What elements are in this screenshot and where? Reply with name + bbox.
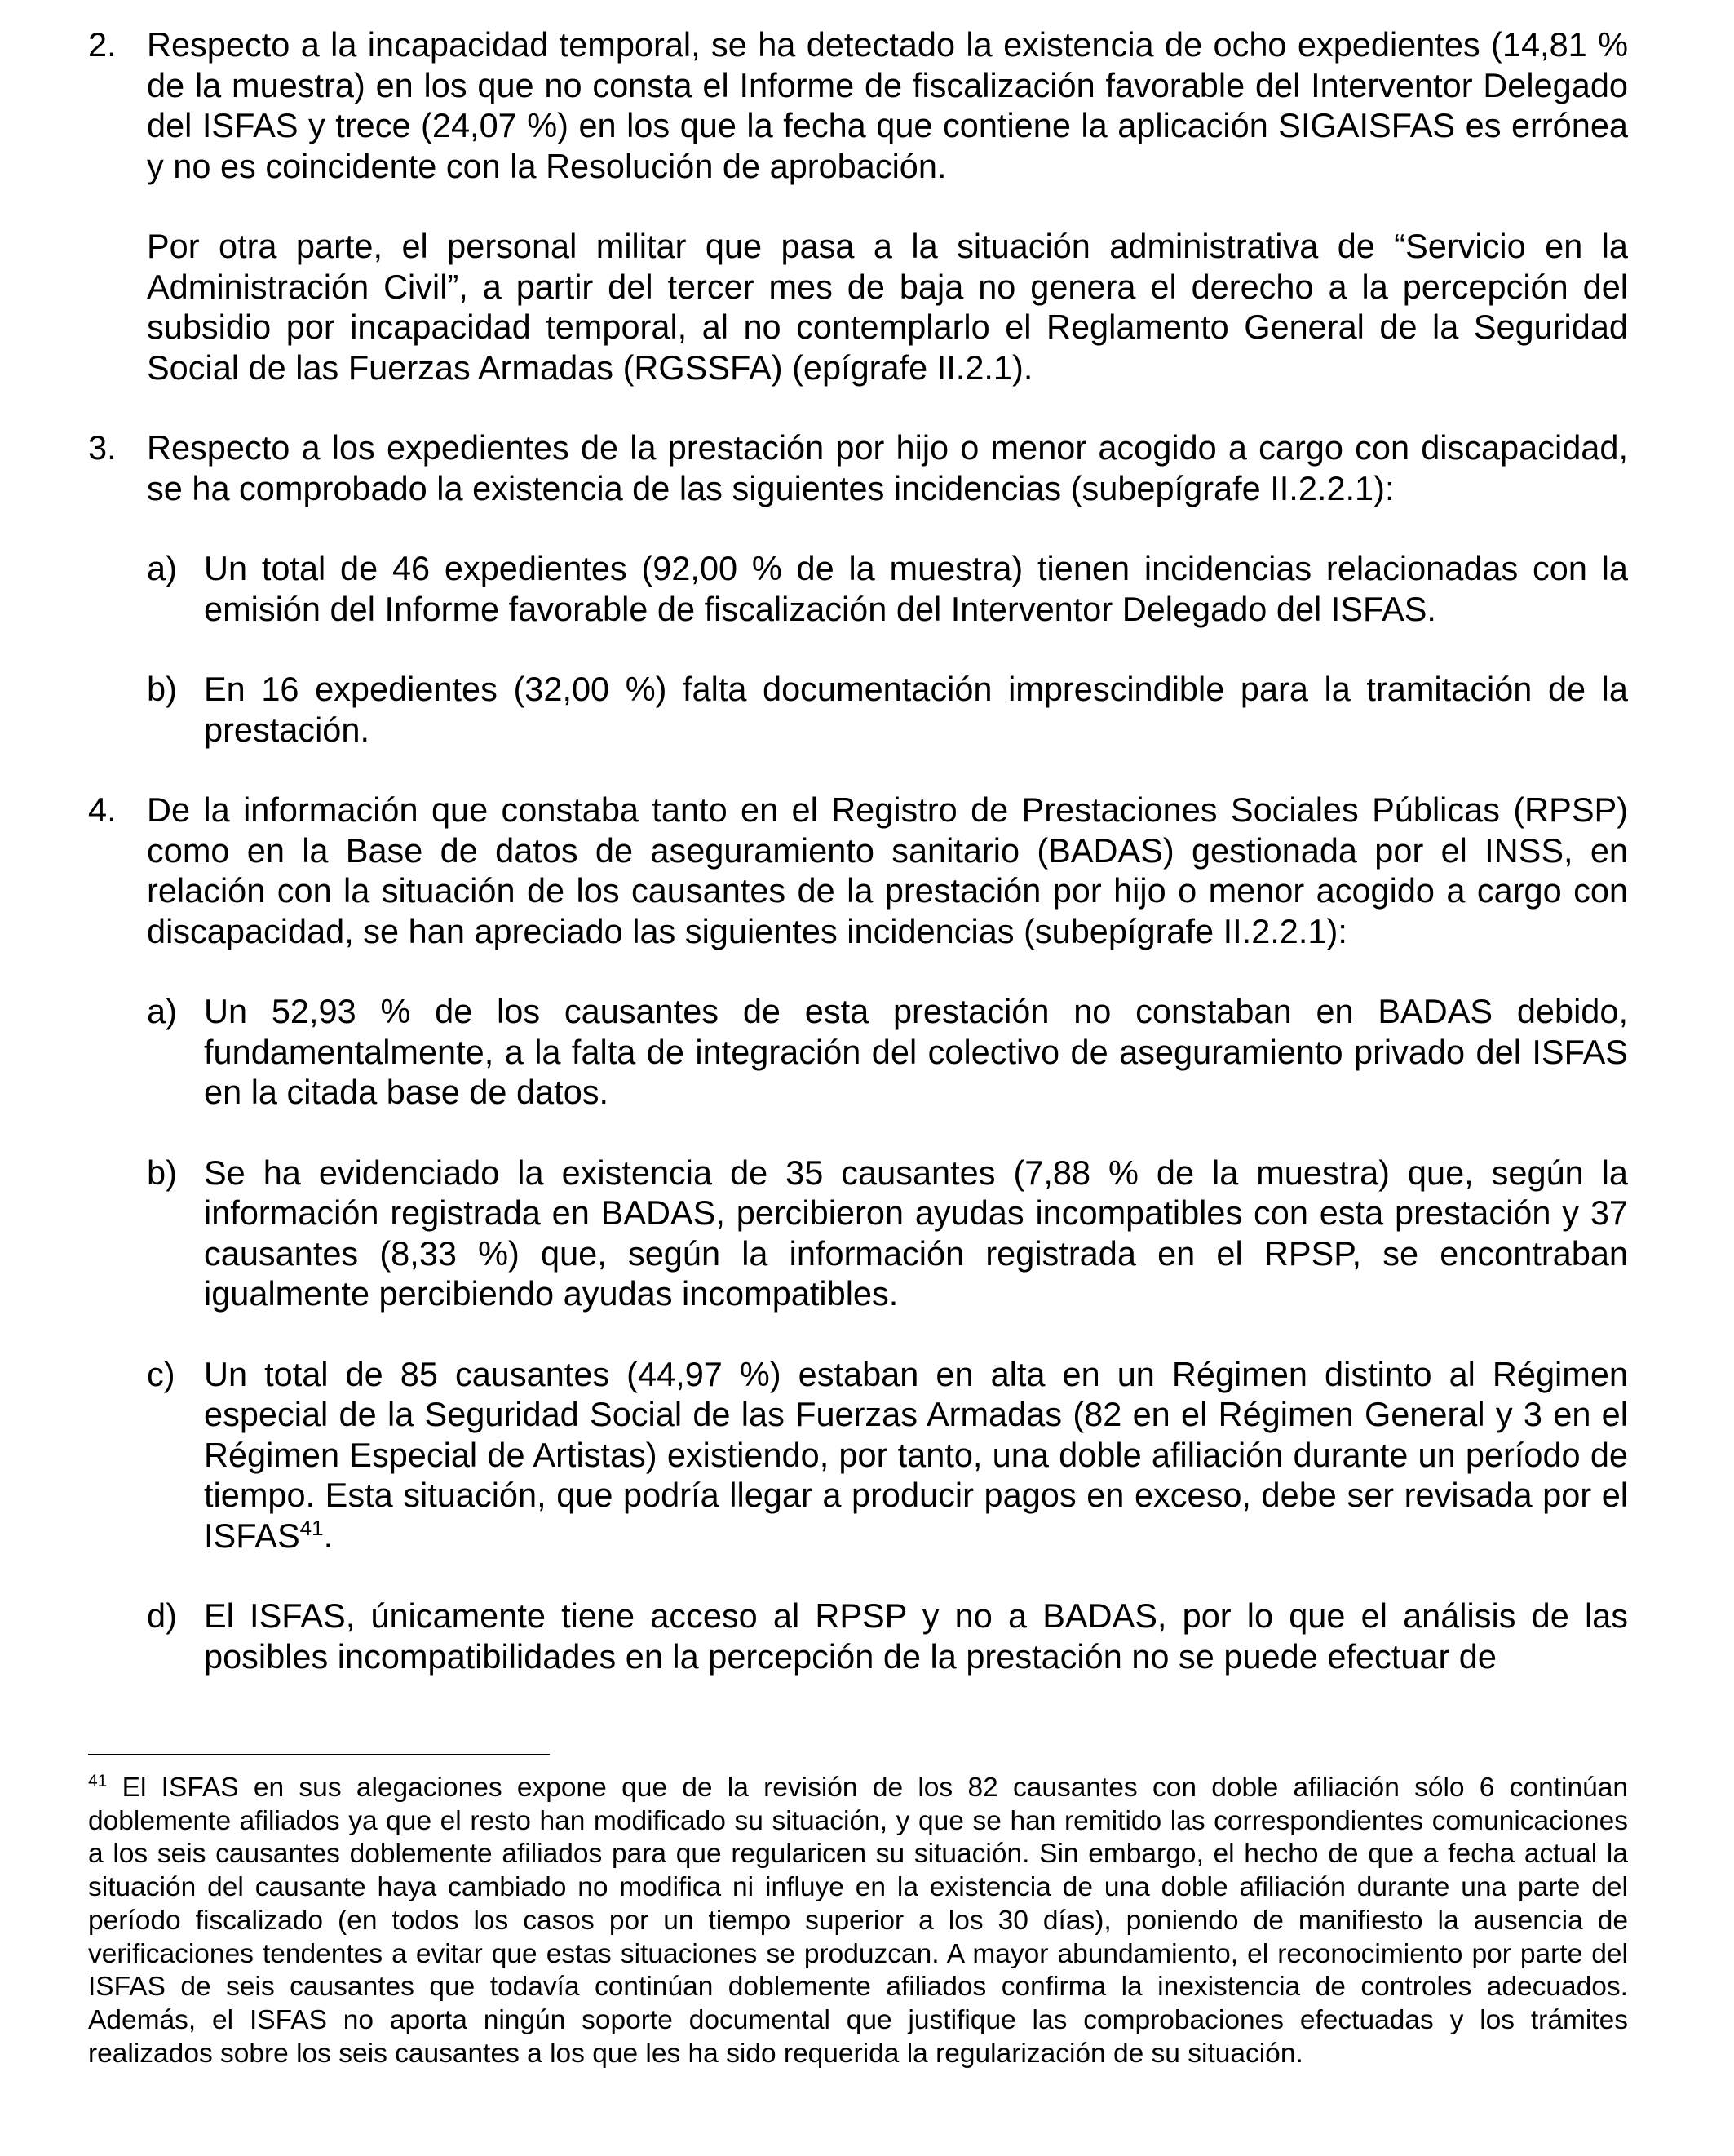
sub-item-b [147, 669, 1628, 750]
list-item-3 [88, 427, 1628, 750]
sub-item-letter: c) [147, 1354, 175, 1393]
sub-item-d [147, 1596, 1628, 1676]
sub-item-text-main: Un total de 85 causantes (44,97 %) estaban en alta en un Régimen distinto al Régimen especial de la Seguridad Social de las Fuerzas Armadas (82 en el Régimen General y 3 en el Régimen Especial de Artistas) existiendo, por tanto, una doble afiliación durante un período de tiempo. Esta situación, que podría llegar a producir pagos en exceso, debe ser revisada por el ISFAS [204, 1354, 1628, 1555]
sub-item-text [204, 1354, 1628, 1556]
paragraph: Respecto a los expedientes de la prestación por hijo o menor acogido a cargo con discapacidad, se ha comprobado la existencia de las siguientes incidencias (subepígrafe II.2.2.1): [147, 428, 1628, 507]
sub-item-a [147, 548, 1628, 629]
footnote-mark: 41 [88, 1771, 108, 1791]
sub-item-text: El ISFAS, únicamente tiene acceso al RPSP y no a BADAS, por lo que el análisis de las posibles incompatibilidades en la percepción de la prestación no se puede efectuar de [204, 1596, 1628, 1676]
sub-item-text: Un total de 46 expedientes (92,00 % de la muestra) tienen incidencias relacionadas con la emisión del Informe favorable de fiscalización del Interventor Delegado del ISFAS. [204, 549, 1628, 628]
item-number: 3. [88, 428, 117, 467]
footnote-text: El ISFAS en sus alegaciones expone que de la revisión de los 82 causantes con doble afiliación sólo 6 continúan doblemente afiliados ya que el resto han modificado su situación, y que se han remitido las correspondientes comunicaciones a los seis causantes doblemente afiliados para que regularicen su situación. Sin embargo, el hecho de que a fecha actual la situación del causante haya cambiado no modifica ni influye en la existencia de una doble afiliación durante una parte del período fiscalizado (en todos los casos por un tiempo superior a los 30 días), poniendo de manifiesto la ausencia de verificaciones tendentes a evitar que estas situaciones se produzcan. A mayor abundamiento, el reconocimiento por parte del ISFAS de seis causantes que todavía continúan doblemente afiliados confirma la inexistencia de controles adecuados. Además, el ISFAS no aporta ningún soporte documental que justifique las comprobaciones efectuadas y los trámites realizados sobre los seis causantes a los que les ha sido requerida la regularización de su situación. [88, 1773, 1628, 2069]
list-item-4 [88, 790, 1628, 1676]
main-text [88, 24, 1628, 1676]
item-number: 4. [88, 790, 117, 829]
sub-item-text: Un 52,93 % de los causantes de esta prestación no constaban en BADAS debido, fundamentalmente, a la falta de integración del colectivo de aseguramiento privado del ISFAS en la citada base de datos. [204, 992, 1628, 1111]
sub-item-letter: a) [147, 549, 177, 587]
list-item-2 [88, 24, 1628, 387]
footnote-separator [88, 1754, 550, 1755]
sub-item-a [147, 991, 1628, 1113]
paragraph: De la información que constaba tanto en el Registro de Prestaciones Sociales Públicas (RPSP) como en la Base de datos de aseguramiento sanitario (BADAS) gestionada por el INSS, en relación con la situación de los causantes de la prestación por hijo o menor acogido a cargo con discapacidad, se han apreciado las siguientes incidencias (subepígrafe II.2.2.1): [147, 790, 1628, 950]
sub-item-text: Se ha evidenciado la existencia de 35 causantes (7,88 % de la muestra) que, según la información registrada en BADAS, percibieron ayudas incompatibles con esta prestación y 37 causantes (8,33 %) que, según la información registrada en el RPSP, se encontraban igualmente percibiendo ayudas incompatibles. [204, 1153, 1628, 1313]
sub-item-text-end: . [323, 1516, 334, 1555]
sub-item-text: En 16 expedientes (32,00 %) falta documentación imprescindible para la tramitación de la prestación. [204, 670, 1628, 749]
sub-item-letter: d) [147, 1596, 177, 1635]
sub-item-letter: b) [147, 1153, 177, 1192]
sub-item-letter: b) [147, 670, 177, 708]
sub-item-b [147, 1153, 1628, 1314]
item-number: 2. [88, 25, 117, 64]
sub-item-letter: a) [147, 992, 177, 1030]
footnote-41 [88, 1772, 1628, 2070]
sub-item-c [147, 1354, 1628, 1556]
paragraph: Respecto a la incapacidad temporal, se ha detectado la existencia de ocho expedientes (14,81 % de la muestra) en los que no consta el Informe de fiscalización favorable del Interventor Delegado del ISFAS y trece (24,07 %) en los que la fecha que contiene la aplicación SIGAISFAS es errónea y no es coincidente con la Resolución de aprobación. [147, 25, 1628, 185]
footnote-reference[interactable]: 41 [299, 1515, 324, 1540]
paragraph: Por otra parte, el personal militar que pasa a la situación administrativa de “Servicio en la Administración Civil”, a partir del tercer mes de baja no genera el derecho a la percepción del subsidio por incapacidad temporal, al no contemplarlo el Reglamento General de la Seguridad Social de las Fuerzas Armadas (RGSSFA) (epígrafe II.2.1). [147, 227, 1628, 387]
